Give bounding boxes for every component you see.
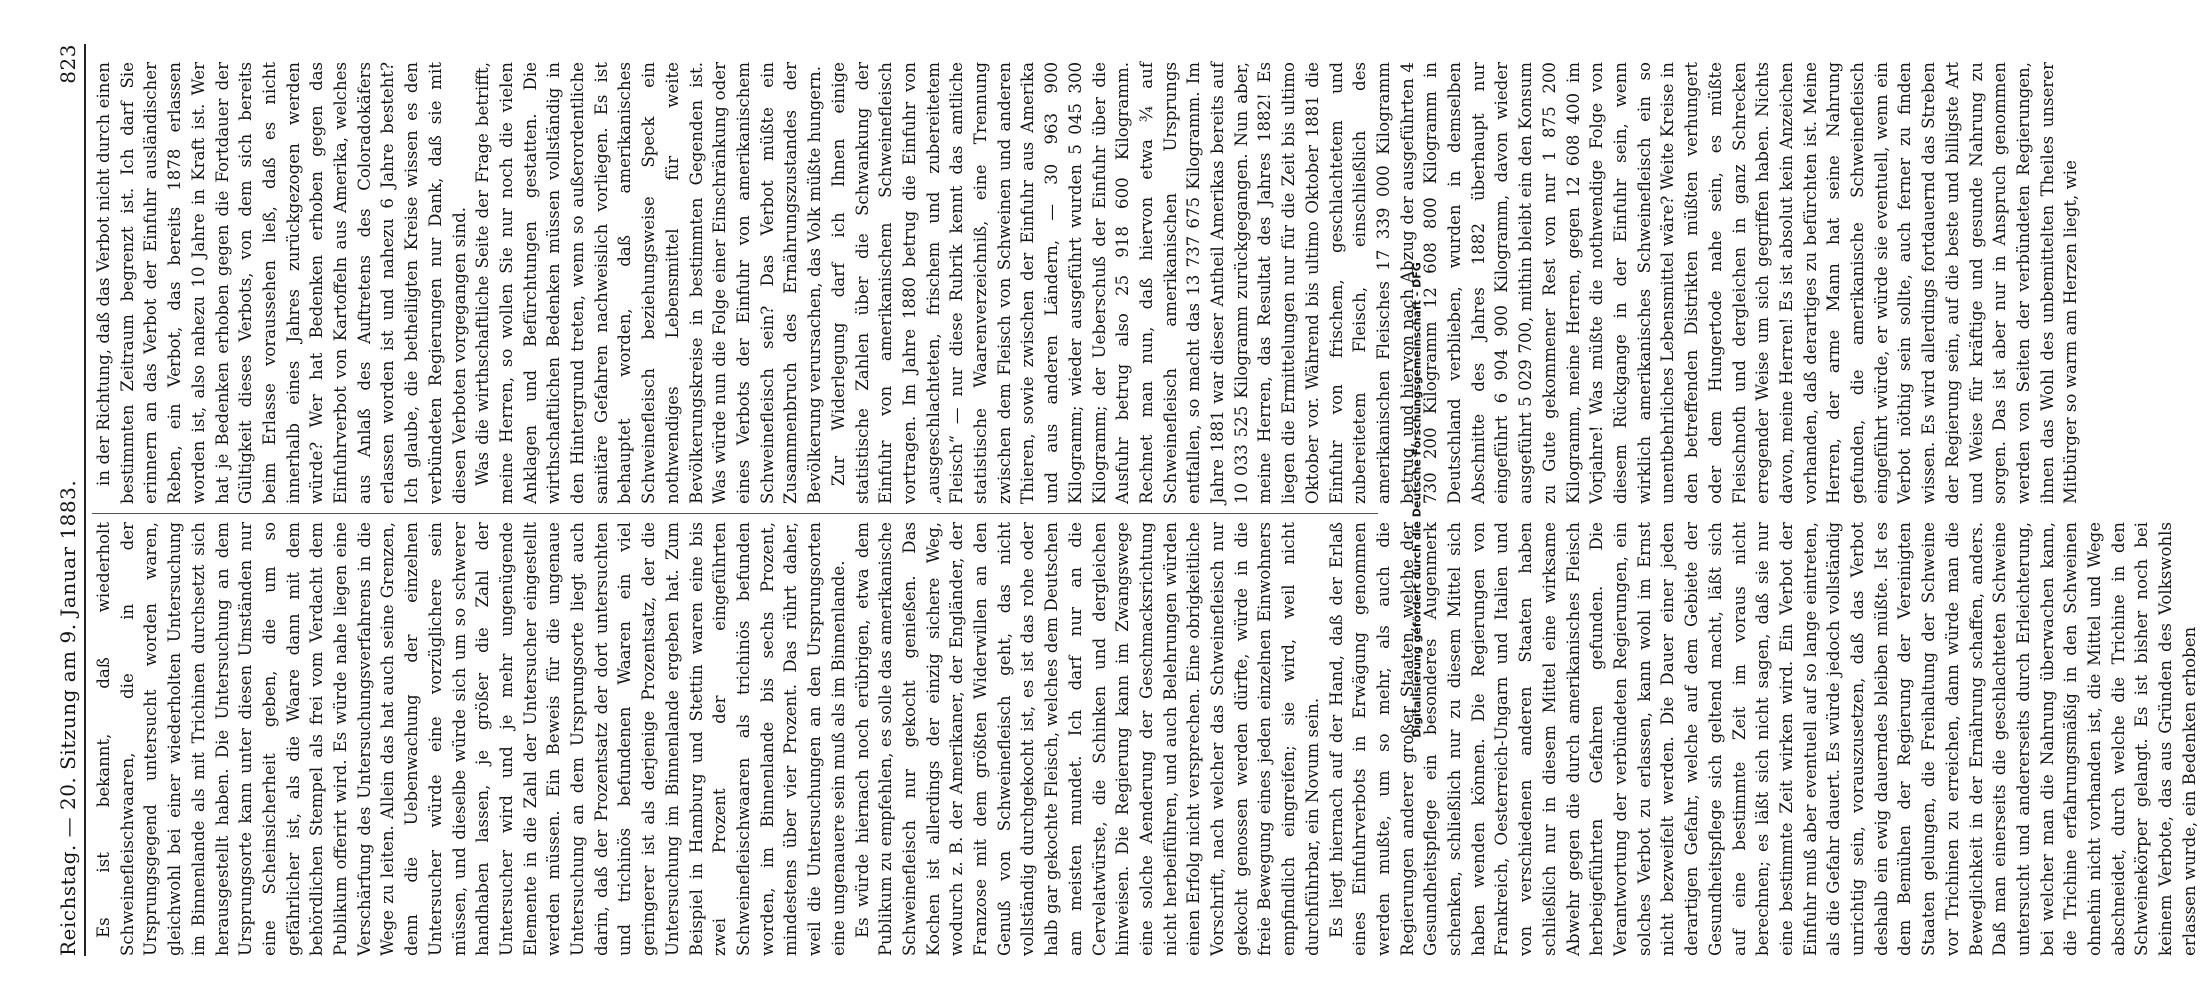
column-divider <box>92 513 1378 514</box>
paragraph: Zur Widerlegung darf ich Ihnen einige statistische Zahlen über die Schwankung der Einfuhr von amerikanischem Schweinefleisch vortragen. Im Jahre 1880 betrug die Einfuhr von „ausgeschlachteten, frischem und zubereitetem Fleisch“ — nur diese Rubrik kennt das amtliche statistische Waarenverzeichniß, eine Trennung zwischen dem Fleisch von Schweinen und anderen Thieren, sowie zwischen der Einfuhr aus Amerika und aus anderen Ländern, — 30 963 900 Kilogramm; wieder ausgeführt wurden 5 045 300 Kilogramm; der Ueberschuß der Einfuhr über die Ausfuhr betrug also 25 918 600 Kilogramm. Rechnet man nun, daß hiervon etwa ¾ auf Schweinefleisch amerikanischen Ursprungs entfallen, so macht das 13 737 675 Kilogramm. Im Jahre 1881 war dieser Antheil Amerikas bereits auf 10 033 525 Kilogramm zurückgegangen. Nun aber, meine Herren, das Resultat des Jahres 1882! Es liegen die Ermittelungen nur für die Zeit bis ultimo Oktober vor. Während bis ultimo Oktober 1881 die Einfuhr von frischem, geschlachtetem und zubereitetem Fleisch, einschließlich des amerikanischen Fleisches 17 339 000 Kilogramm betrug, und hiervon nach Abzug der ausgeführten 4 730 200 Kilogramm 12 608 800 Kilogramm in Deutschland verblieben, wurden in demselben Abschnitte des Jahres 1882 überhaupt nur eingeführt 6 904 900 Kilogramm, davon wieder ausgeführt 5 029 700, mithin bleibt ein den Konsum zu Gute gekommener Rest von nur 1 875 200 Kilogramm, meine Herren, gegen 12 608 400 im Vorjahre! Was müßte die nothwendige Folge von diesem Rückgange in der Einfuhr sein, wenn wirklich amerikanisches Schweinefleisch ein so unentbehrliches Lebensmittel wäre? Weite Kreise in den betreffenden Distrikten müßten verhungert oder dem Hungertode nahe sein, es müßte Fleischnoth und dergleichen in ganz Schrecken erregender Weise um sich gegriffen haben. Nichts davon, meine Herren! Es ist absolut kein Anzeichen vorhanden, daß derartiges zu befürchten ist. Meine Herren, der arme Mann hat seine Nahrung gefunden, die amerikanische Schweinefleisch eingeführt würde, er würde sie eventuell, wenn ein Verbot nöthig sein sollte, auch ferner zu finden wissen. Es wird allerdings fortdauernd das Streben der Regierung sein, auf die beste und billigste Art und Weise für kräftige und gesunde Nahrung zu sorgen. Das ist aber nur in Anspruch genommen werden von Seiten der verbündeten Regierungen, ihnen das Wohl des unbemittelten Theiles unserer Mitbürger so warm am Herzen liegt, wie <box>828 62 2081 504</box>
paragraph: Es würde hiernach noch erübrigen, etwa dem Publikum zu empfehlen, es solle das amerikanische Schweinefleisch nur gekocht genießen. Das Kochen ist allerdings der einzig sichere Weg, wodurch z. B. der Amerikaner, der Engländer, der Franzose mit dem größten Widerwillen an den Genuß von Schweinefleisch geht, das nicht vollständig durchgekocht ist, es ist das rohe oder halb gar gekochte Fleisch, welches dem Deutschen am meisten mundet. Ich darf nur an die Cervelatwürste, die Schinken und dergleichen hinweisen. Die Regierung kann im Zwangswege eine solche Aenderung der Geschmacksrichtung nicht herbeiführen, und auch Belehrungen würden einen Erfolg nicht versprechen. Eine obrigkeitliche Vorschrift, nach welcher das Schweinefleisch nur gekocht genossen werden dürfte, würde in die freie Bewegung eines jeden einzelnen Einwohners empfindlich eingreifen; sie wird, weil nicht durchführbar, ein Novum sein. <box>852 522 1322 956</box>
digitization-credit <box>1406 0 1428 1000</box>
paragraph: Es liegt hiernach auf der Hand, daß der Erlaß eines Einfuhrverbots in Erwägung genommen werden mußte, um so mehr, als auch die Regierungen anderer großer Staaten, welche der Gesundheitspflege ein besonderes Augenmerk schenken, schließlich nur zu diesem Mittel sich haben wenden können. Die Regierungen von Frankreich, Oesterreich-Ungarn und Italien und von verschiedenen anderen Staaten haben schließlich nur in diesem Mittel eine wirksame Abwehr gegen die durch amerikanisches Fleisch herbeigeführten Gefahren gefunden. Die Verantwortung der verbündeten Regierungen, ein solches Verbot zu erlassen, kann wohl im Ernst nicht bezweifelt werden. Die Dauer einer jeden derartigen Gefahr, welche auf dem Gebiete der Gesundheitspflege sich geltend macht, läßt sich auf eine bestimmte Zeit im voraus nicht berechnen; es läßt sich nicht sagen, daß sie nur eine bestimmte Zeit wirken wird. Ein Verbot der Einfuhr muß aber eventuell auf so lange eintreten, als die Gefahr dauert. Es würde jedoch vollständig unrichtig sein, vorauszusetzen, daß das Verbot deshalb ein ewig dauerndes bleiben müßte. Ist es dem Bemühen der Regierung der Vereinigten Staaten gelungen, die Freihaltung der Schweine vor Trichinen zu erreichen, dann würde man die Beweglichkeit in der Ernährung schaffen, anders. Daß man einerseits die geschlachteten Schweine untersucht und andererseits durch Erleichterung, bei welcher man die Nahrung überwachen kann, die Trichine erfahrungsmäßig in den Schweinen ohnehin nicht vorhanden ist, die Mittel und Wege abschneidet, durch welche die Trichine in den Schweinekörper gelangt. Es ist bisher noch bei keinem Verbote, das aus Gründen des Volkswohls erlassen wurde, ein Bedenken erhoben <box>1326 522 2199 956</box>
credit-text: Digitalisierung gefördert durch die Deutsche Forschungsgemeinschaft - DFG <box>1410 262 1424 738</box>
paragraph: in der Richtung, daß das Verbot nicht durch einen bestimmten Zeitraum begrenzt ist. Ich darf Sie erinnern an das Verbot der Einfuhr ausländischer Reben, ein Verbot, das bereits 1878 erlassen worden ist, also nahezu 10 Jahre in Kraft ist. Wer hat je Bedenken erhoben gegen die Fortdauer der Gültigkeit dieses Verbots, von dem sich bereits beim Erlasse voraussehen ließ, daß es nicht innerhalb eines Jahres zurückgezogen werden würde? Wer hat Bedenken erhoben gegen das Einfuhrverbot von Kartoffeln aus Amerika, welches aus Anlaß des Auftretens des Coloradokäfers erlassen worden ist und nahezu 6 Jahre besteht? Ich glaube, die betheiligten Kreise wissen es den verbündeten Regierungen nur Dank, daß sie mit diesen Verboten vorgegangen sind. <box>94 62 469 504</box>
paragraph: Was die wirthschaftliche Seite der Frage betrifft, meine Herren, so wollen Sie nur noch die vielen Anklagen und Befürchtungen gestatten. Die wirthschaftlichen Bedenken müssen vollständig in den Hintergrund treten, wenn so außerordentliche sanitäre Gefahren nachweislich vorliegen. Es ist behauptet worden, daß amerikanisches Schweinefleisch beziehungsweise Speck ein nothwendiges Lebensmittel für weite Bevölkerungskreise in bestimmten Gegenden ist. Was würde nun die Folge einer Einschränkung oder eines Verbots der Einfuhr von amerikanischem Schweinefleisch sein? Das Verbot müßte ein Zusammenbruch des Ernährungszustandes der Bevölkerung verursachen, das Volk müßte hungern. <box>473 62 825 504</box>
page-header <box>54 44 86 956</box>
text-column-left <box>92 522 2199 956</box>
page-number: 823 <box>56 44 80 84</box>
paragraph: Es ist bekannt, daß wiederholt Schweinefleischwaaren, die in der Ursprungsgegend untersucht worden waren, gleichwohl bei einer wiederholten Untersuchung im Binnenlande als mit Trichinen durchsetzt sich herausgestellt haben. Die Untersuchung an dem Ursprungsorte kann unter diesen Umständen nur eine Scheinsicherheit geben, die um so gefährlicher ist, als die Waare dann mit dem behördlichen Stempel als frei vom Verdacht dem Publikum offerirt wird. Es würde nahe liegen eine Verschärfung des Untersuchungsverfahrens in die Wege zu leiten. Allein das hat auch seine Grenzen, denn die Uebenwachung der einzelnen Untersucher würde eine vorzüglichere sein müssen, und dieselbe würde sich um so schwerer handhaben lassen, je größer die Zahl der Untersucher wird und je mehr ungenügende Elemente in die Zahl der Untersucher eingestellt werden müssen. Ein Beweis für die ungenaue Untersuchung an dem Ursprungsorte liegt auch darin, daß der Prozentsatz der dort untersuchten und trichinös befundenen Waaren ein viel geringerer ist als derjenige Prozentsatz, der die Untersuchung im Binnenlande ergeben hat. Zum Beispiel in Hamburg und Stettin waren eine bis zwei Prozent der eingeführten Schweinefleischwaaren als trichinös befunden worden, im Binnenlande bis sechs Prozent, mindestens über vier Prozent. Das rührt daher, weil die Untersuchungen an den Ursprungsorten eine ungenauere sein muß als im Binnenlande. <box>94 522 848 956</box>
running-title: Reichstag. — 20. Sitzung am 9. Januar 1883. <box>56 479 80 956</box>
